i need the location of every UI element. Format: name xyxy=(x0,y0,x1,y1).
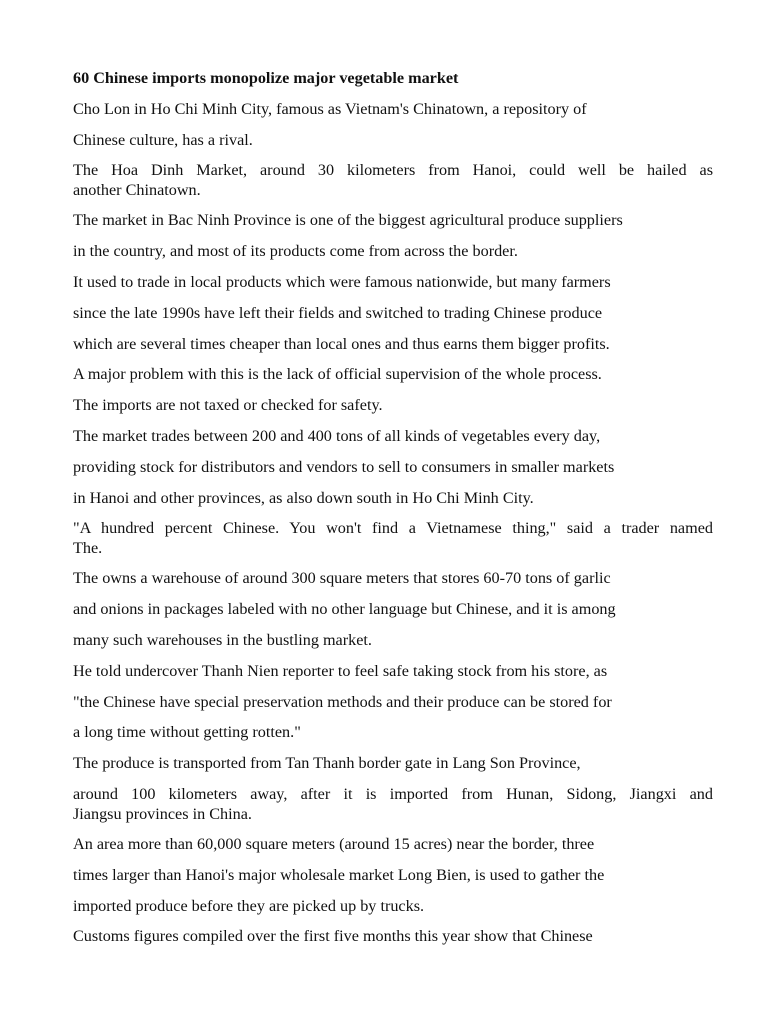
text-line: He told undercover Thanh Nien reporter to feel safe taking stock from his store, as xyxy=(73,661,608,680)
paragraph-quote xyxy=(73,518,713,568)
text-line: Customs figures compiled over the first five months this year show that Chinese xyxy=(73,927,593,946)
text-line: The owns a warehouse of around 300 square meters that stores 60-70 tons of garlic xyxy=(73,569,611,588)
text-line: in Hanoi and other provinces, as also down south in Ho Chi Minh City. xyxy=(73,488,534,507)
text-line: The. xyxy=(73,539,103,558)
text-line: The Hoa Dinh Market, around 30 kilometers from Hanoi, could well be hailed as xyxy=(73,161,713,180)
text-line: "the Chinese have special preservation methods and their produce can be stored for xyxy=(73,692,612,711)
text-line: The market trades between 200 and 400 tons of all kinds of vegetables every day, xyxy=(73,426,601,445)
text-line: around 100 kilometers away, after it is imported from Hunan, Sidong, Jiangxi and xyxy=(73,784,713,803)
text-line: imported produce before they are picked up by trucks. xyxy=(73,896,425,915)
text-line: Cho Lon in Ho Chi Minh City, famous as Vietnam's Chinatown, a repository of xyxy=(73,99,587,118)
text-line: since the late 1990s have left their fields and switched to trading Chinese produce xyxy=(73,303,603,322)
paragraph-hoa-dinh xyxy=(73,160,713,210)
text-line: and onions in packages labeled with no other language but Chinese, and it is among xyxy=(73,600,616,619)
text-line: times larger than Hanoi's major wholesale market Long Bien, is used to gather the xyxy=(73,865,605,884)
text-line: Chinese culture, has a rival. xyxy=(73,130,253,149)
text-line: The imports are not taxed or checked for safety. xyxy=(73,396,383,415)
text-line: A major problem with this is the lack of official supervision of the whole process. xyxy=(73,365,602,384)
paragraph-provinces xyxy=(73,784,713,834)
text-line: The market in Bac Ninh Province is one of the biggest agricultural produce suppliers xyxy=(73,211,623,230)
text-line: another Chinatown. xyxy=(73,181,201,200)
text-line: in the country, and most of its products come from across the border. xyxy=(73,242,518,261)
text-line: The produce is transported from Tan Thanh border gate in Lang Son Province, xyxy=(73,754,581,773)
text-line: It used to trade in local products which were famous nationwide, but many farmers xyxy=(73,272,611,291)
text-line: a long time without getting rotten." xyxy=(73,723,301,742)
text-line: which are several times cheaper than local ones and thus earns them bigger profits. xyxy=(73,334,610,353)
text-line: An area more than 60,000 square meters (around 15 acres) near the border, three xyxy=(73,834,595,853)
article-body xyxy=(73,68,713,957)
text-line: "A hundred percent Chinese. You won't find a Vietnamese thing," said a trader named xyxy=(73,519,713,538)
text-line: many such warehouses in the bustling market. xyxy=(73,630,372,649)
article-title: 60 Chinese imports monopolize major vegetable market xyxy=(73,69,459,87)
text-line: providing stock for distributors and vendors to sell to consumers in smaller markets xyxy=(73,457,615,476)
text-line: Jiangsu provinces in China. xyxy=(73,804,252,823)
